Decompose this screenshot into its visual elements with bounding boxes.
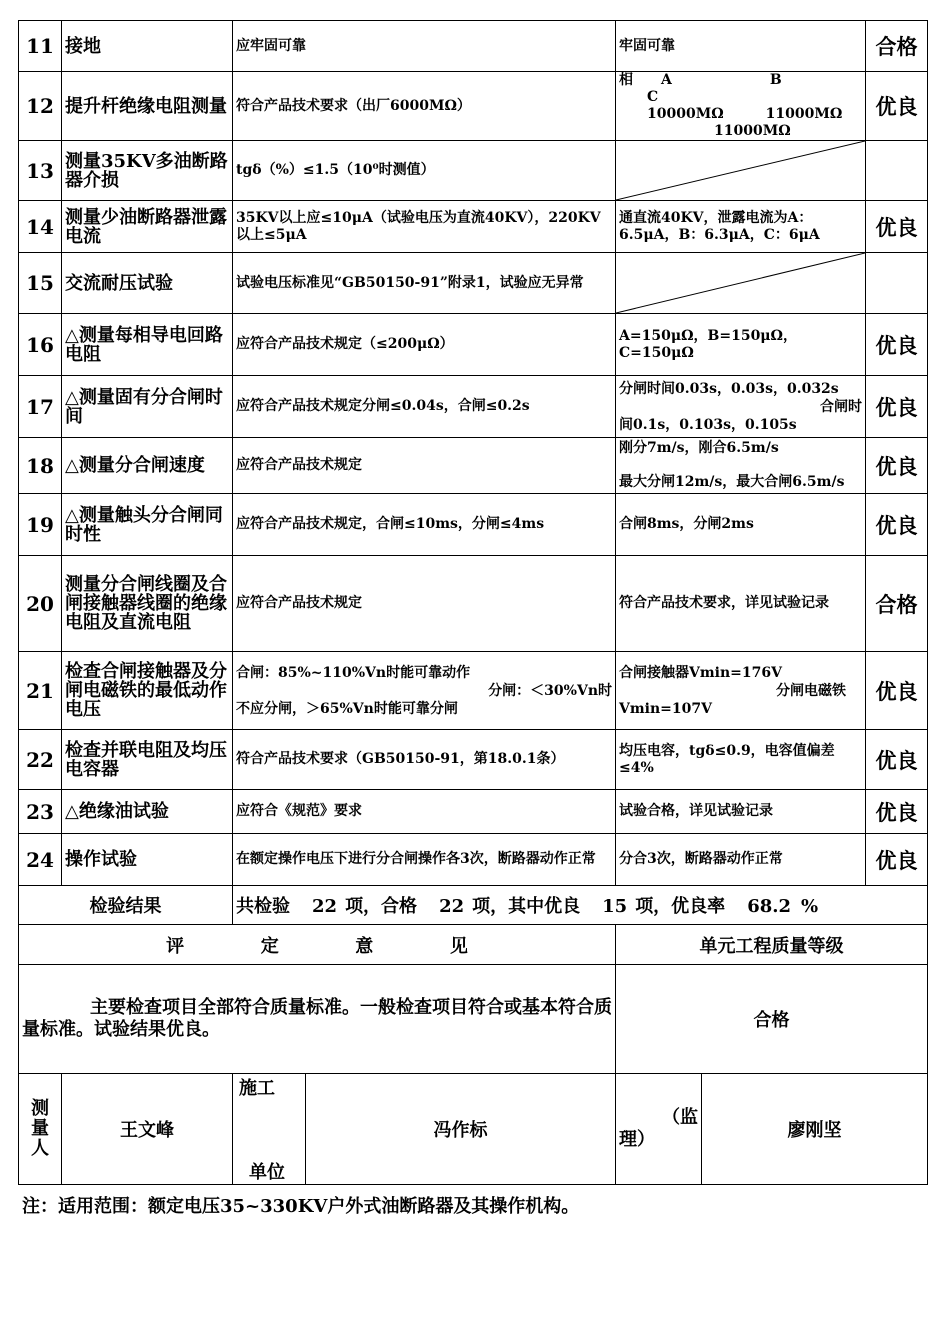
item-standard: 应符合产品技术规定 [233,556,616,652]
item-result: 分合3次，断路器动作正常 [616,834,866,886]
item-grade: 优良 [866,314,928,376]
table-row [19,494,928,556]
result-line: C [619,89,659,105]
opinion-header-char: 评 [166,935,185,957]
item-grade: 优良 [866,730,928,790]
opinion-header-row [19,925,928,965]
item-name: 操作试验 [62,834,233,886]
table-row [19,556,928,652]
standard-line: 合闸：85%~110%Vn时能可靠动作 [236,664,471,681]
table-row [19,314,928,376]
result-line: 最大分闸12m/s，最大合闸6.5m/s [619,474,845,490]
measurer-label-text: 测量人 [31,1098,49,1159]
table-row [19,834,928,886]
summary-label: 检验结果 [19,886,233,925]
table-row [19,730,928,790]
inspection-sheet [18,20,927,1185]
diagonal-slash [616,253,865,313]
table-row [19,253,928,314]
summary-part: 项，其中优良 [472,896,581,917]
row-number: 19 [19,494,62,556]
result-line: 分闸时间0.03s，0.03s，0.032s [619,380,839,397]
supervisor-label-top: （监 [662,1107,698,1128]
result-line: 11000MΩ [714,123,791,139]
row-number: 20 [19,556,62,652]
footnote: 注：适用范围：额定电压35~330KV户外式油断路器及其操作机构。 [22,1196,580,1217]
result-line: Vmin=107V [619,700,712,717]
row-number: 23 [19,790,62,834]
item-name: △绝缘油试验 [62,790,233,834]
item-name: △测量每相导电回路电阻 [62,314,233,376]
item-grade: 优良 [866,438,928,494]
item-result: 试验合格，详见试验记录 [616,790,866,834]
result-empty-slash [616,141,866,201]
summary-text [233,886,928,925]
summary-row [19,886,928,925]
item-name: 检查并联电阻及均压电容器 [62,730,233,790]
item-name: 提升杆绝缘电阻测量 [62,72,233,141]
summary-excellent: 15 [602,896,628,917]
signature-row [19,1074,928,1185]
item-name: 交流耐压试验 [62,253,233,314]
row-number: 14 [19,201,62,253]
item-grade: 优良 [866,494,928,556]
item-standard: 应符合产品技术规定（≤200μΩ） [233,314,616,376]
result-line: 10000MΩ 11000MΩ [647,106,843,122]
opinion-header-char: 意 [355,935,374,957]
item-grade: 优良 [866,201,928,253]
item-grade: 优良 [866,72,928,141]
item-result [616,652,866,730]
summary-part: % [801,896,819,917]
table-row [19,201,928,253]
summary-part: 项，优良率 [635,896,726,917]
result-empty-slash [616,253,866,314]
standard-line: 分闸：＜30%Vn时 [488,682,612,699]
supervisor-name: 廖刚坚 [702,1074,928,1185]
summary-part: 项，合格 [345,896,418,917]
construction-name: 冯作标 [306,1074,616,1185]
item-name: 测量35KV多油断路器介损 [62,141,233,201]
item-name: 检查合闸接触器及分闸电磁铁的最低动作电压 [62,652,233,730]
result-line: 合闸接触器Vmin=176V [619,664,782,681]
measurer-label [19,1074,62,1185]
item-grade [866,141,928,201]
item-grade: 优良 [866,834,928,886]
item-result: 牢固可靠 [616,21,866,72]
item-standard: 符合产品技术要求（出厂6000MΩ） [233,72,616,141]
construction-label-bottom: 单位 [249,1162,285,1183]
table-row [19,72,928,141]
item-result: 均压电容，tgδ≤0.9，电容值偏差≤4% [616,730,866,790]
item-grade: 合格 [866,21,928,72]
row-number: 24 [19,834,62,886]
row-number: 16 [19,314,62,376]
row-number: 17 [19,376,62,438]
table-row [19,790,928,834]
supervisor-label-bottom: 理） [619,1129,655,1150]
row-number: 13 [19,141,62,201]
item-name: 测量少油断路器泄露电流 [62,201,233,253]
summary-total: 22 [312,896,338,917]
item-standard: 应符合《规范》要求 [233,790,616,834]
item-name: △测量固有分合闸时间 [62,376,233,438]
item-result [616,72,866,141]
item-result: 符合产品技术要求，详见试验记录 [616,556,866,652]
table-row [19,141,928,201]
item-grade: 合格 [866,556,928,652]
result-line: 相 A B [619,72,782,88]
item-standard: tgδ（%）≤1.5（10⁰时测值） [233,141,616,201]
row-number: 18 [19,438,62,494]
opinion-header [19,925,616,965]
row-number: 21 [19,652,62,730]
table-row [19,438,928,494]
table-row [19,21,928,72]
construction-label-top: 施工 [239,1078,275,1099]
summary-rate: 68.2 [747,896,792,917]
item-standard: 符合产品技术要求（GB50150-91，第18.0.1条） [233,730,616,790]
item-standard: 试验电压标准见“GB50150-91”附录1，试验应无异常 [233,253,616,314]
item-standard: 应符合产品技术规定 [233,438,616,494]
diagonal-slash [616,141,865,200]
opinion-header-char: 定 [260,935,279,957]
item-result [616,438,866,494]
opinion-body-row [19,965,928,1074]
result-line: 合闸时 [820,398,862,415]
summary-passed: 22 [439,896,465,917]
item-grade: 优良 [866,376,928,438]
item-standard: 应牢固可靠 [233,21,616,72]
item-name: 测量分合闸线圈及合闸接触器线圈的绝缘电阻及直流电阻 [62,556,233,652]
table-row [19,652,928,730]
item-name: △测量触头分合闸同时性 [62,494,233,556]
row-number: 15 [19,253,62,314]
item-grade: 优良 [866,790,928,834]
item-name: △测量分合闸速度 [62,438,233,494]
opinion-header-char: 见 [449,935,468,957]
row-number: 11 [19,21,62,72]
result-line: 刚分7m/s，刚合6.5m/s [619,440,779,456]
item-standard: 应符合产品技术规定，合闸≤10ms，分闸≤4ms [233,494,616,556]
item-result [616,376,866,438]
construction-label [233,1074,306,1185]
item-grade: 优良 [866,652,928,730]
item-standard: 在额定操作电压下进行分合闸操作各3次，断路器动作正常 [233,834,616,886]
supervisor-label [616,1074,702,1185]
measurer-name: 王文峰 [62,1074,233,1185]
summary-part: 共检验 [236,896,290,917]
item-name: 接地 [62,21,233,72]
inspection-table [18,20,928,1185]
item-grade [866,253,928,314]
row-number: 22 [19,730,62,790]
result-line: 分闸电磁铁 [776,682,846,699]
item-result: 通直流40KV，泄露电流为A：6.5μA，B：6.3μA，C：6μA [616,201,866,253]
item-result: A=150μΩ，B=150μΩ，C=150μΩ [616,314,866,376]
table-row [19,376,928,438]
item-standard [233,652,616,730]
standard-line: 不应分闸，＞65%Vn时能可靠分闸 [236,700,458,717]
unit-grade: 合格 [616,965,928,1074]
result-line: 间0.1s，0.103s，0.105s [619,416,797,433]
item-standard: 35KV以上应≤10μA（试验电压为直流40KV），220KV以上≤5μA [233,201,616,253]
grade-header: 单元工程质量等级 [616,925,928,965]
opinion-text: 主要检查项目全部符合质量标准。一般检查项目符合或基本符合质量标准。试验结果优良。 [19,965,616,1074]
row-number: 12 [19,72,62,141]
item-standard: 应符合产品技术规定分闸≤0.04s，合闸≤0.2s [233,376,616,438]
item-result: 合闸8ms，分闸2ms [616,494,866,556]
